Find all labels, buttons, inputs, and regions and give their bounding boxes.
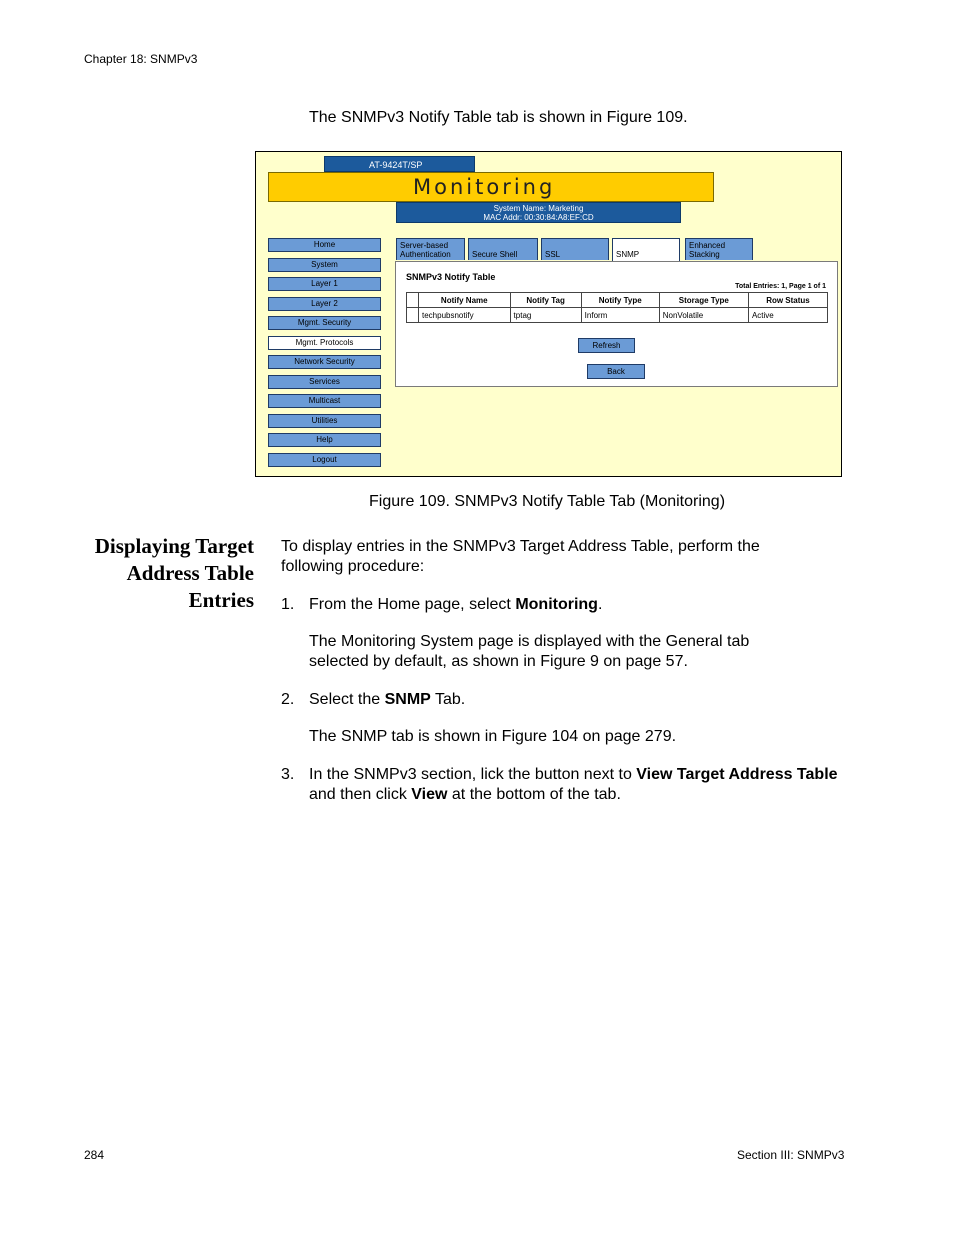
step-number: 1.: [281, 596, 295, 613]
nav-layer1-button[interactable]: Layer 1: [268, 277, 381, 291]
banner-title: Monitoring: [413, 175, 556, 199]
step-bold: View Target Address Table: [636, 766, 838, 783]
step-number: 2.: [281, 691, 295, 708]
column-header: Notify Tag: [510, 293, 581, 308]
lead-paragraph: To display entries in the SNMPv3 Target Address Table, perform the following procedure:: [281, 538, 760, 575]
step-text-part: and then click: [309, 786, 412, 803]
section-heading: [84, 533, 254, 614]
notify-table: [406, 292, 828, 323]
step-text: [309, 595, 602, 615]
heading-line: Address Table: [126, 561, 254, 585]
total-entries: Total Entries: 1, Page 1 of 1: [735, 283, 826, 290]
nav-help-button[interactable]: Help: [268, 433, 381, 447]
screenshot-figure: [255, 151, 842, 477]
tab-label: Stacking: [689, 250, 720, 259]
tab-label: Server-based: [400, 241, 449, 250]
step-text-part: From the Home page, select: [309, 596, 516, 613]
row-select-cell[interactable]: [407, 308, 419, 323]
tab-enhanced-stacking[interactable]: [685, 238, 753, 260]
column-header: Row Status: [748, 293, 827, 308]
tab-server-auth[interactable]: [396, 238, 465, 260]
table-cell: Active: [748, 308, 827, 323]
step-3: [281, 765, 294, 785]
mac-address: MAC Addr: 00:30:84:A8:EF:CD: [483, 213, 594, 222]
step-bold: View: [411, 786, 448, 803]
back-button[interactable]: Back: [587, 364, 645, 379]
notify-table-panel: [395, 261, 838, 387]
step-bold: SNMP: [384, 691, 431, 708]
nav-mgmt-security-button[interactable]: Mgmt. Security: [268, 316, 381, 330]
table-cell: tptag: [510, 308, 581, 323]
system-info: [396, 202, 681, 223]
step-1: [281, 595, 603, 615]
device-label: AT-9424T/SP: [324, 156, 475, 172]
nav-home-button[interactable]: Home: [268, 238, 381, 252]
tab-label: Enhanced: [689, 241, 726, 250]
table-cell: techpubsnotify: [419, 308, 511, 323]
table-cell: Inform: [581, 308, 659, 323]
intro-text: The SNMPv3 Notify Table tab is shown in Figure 109.: [309, 109, 688, 126]
tab-secure-shell[interactable]: Secure Shell: [468, 238, 538, 260]
step-1-note: The Monitoring System page is displayed with the General tab selected by default, as shown in Figure 9 on page 57.: [309, 633, 750, 670]
column-header: Notify Name: [419, 293, 511, 308]
running-header: Chapter 18: SNMPv3: [84, 52, 198, 66]
table-header-row: [407, 293, 828, 308]
nav-multicast-button[interactable]: Multicast: [268, 394, 381, 408]
nav-network-security-button[interactable]: Network Security: [268, 355, 381, 369]
step-bold: Monitoring: [515, 596, 598, 613]
heading-line: Entries: [188, 588, 254, 612]
step-text: [309, 690, 465, 710]
refresh-button[interactable]: Refresh: [578, 338, 635, 353]
step-2: [281, 690, 466, 710]
nav-mgmt-protocols-button[interactable]: Mgmt. Protocols: [268, 336, 381, 350]
table-cell: NonVolatile: [659, 308, 748, 323]
step-text: [309, 765, 839, 805]
step-2-note: The SNMP tab is shown in Figure 104 on page 279.: [309, 728, 677, 745]
figure-caption: Figure 109. SNMPv3 Notify Table Tab (Monitoring): [369, 493, 726, 510]
tab-label: Authentication: [400, 250, 451, 259]
nav-services-button[interactable]: Services: [268, 375, 381, 389]
heading-line: Displaying Target: [94, 534, 254, 558]
page-number: 284: [84, 1148, 105, 1162]
step-text-part: at the bottom of the tab.: [447, 786, 621, 803]
section-footer: Section III: SNMPv3: [737, 1148, 845, 1162]
select-column-header: [407, 293, 419, 308]
tab-ssl[interactable]: SSL: [541, 238, 609, 260]
table-row[interactable]: [407, 308, 828, 323]
nav-layer2-button[interactable]: Layer 2: [268, 297, 381, 311]
monitoring-banner: [268, 172, 714, 202]
panel-title: SNMPv3 Notify Table: [406, 272, 496, 282]
column-header: Notify Type: [581, 293, 659, 308]
nav-logout-button[interactable]: Logout: [268, 453, 381, 467]
column-header: Storage Type: [659, 293, 748, 308]
step-text-part: In the SNMPv3 section, lick the button next to: [309, 766, 637, 783]
step-number: 3.: [281, 766, 295, 783]
nav-utilities-button[interactable]: Utilities: [268, 414, 381, 428]
step-text-part: .: [597, 596, 603, 613]
step-text-part: Tab.: [430, 691, 466, 708]
nav-system-button[interactable]: System: [268, 258, 381, 272]
system-name: System Name: Marketing: [493, 204, 584, 213]
tab-snmp[interactable]: SNMP: [612, 238, 680, 262]
step-text-part: Select the: [309, 691, 385, 708]
